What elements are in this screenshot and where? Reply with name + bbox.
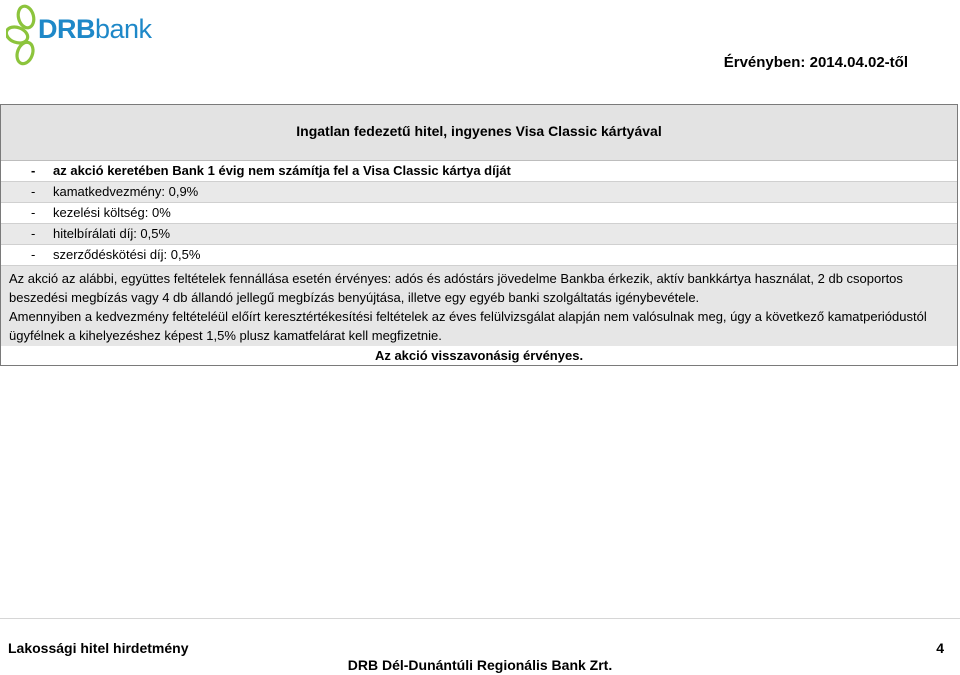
offer-bullet: [1, 161, 957, 182]
offer-conditions: [1, 266, 957, 346]
bullet-text: kamatkedvezmény: 0,9%: [53, 184, 199, 199]
effective-date: Érvényben: 2014.04.02-től: [723, 54, 908, 71]
bullet-dash: -: [31, 226, 36, 241]
footer-page-number: 4: [936, 640, 944, 656]
offer-title: Ingatlan fedezetű hitel, ingyenes Visa Classic kártyával: [296, 123, 662, 139]
offer-panel: [0, 104, 958, 366]
forfeit-text: Amennyiben a kedvezmény feltételéül előírt keresztértékesítési feltételek az éves felülvizsgálat alapján nem valósulnak meg, úgy a következő kamatperiódustól ügyfélnek a kihelyezéshez képest 1,5% plusz kamatfelárat kell megfizetnie.: [9, 309, 927, 343]
offer-bullet: [1, 182, 957, 203]
bullet-dash: -: [31, 163, 36, 178]
logo-drb-text: DRB: [38, 14, 95, 44]
footer-company: DRB Dél-Dunántúli Regionális Bank Zrt.: [347, 657, 613, 673]
bullet-text: az akció keretében Bank 1 évig nem számítja fel a Visa Classic kártya díját: [53, 163, 511, 178]
bullet-dash: -: [31, 247, 36, 262]
logo-bank-text: bank: [95, 14, 152, 44]
offer-bullet: [1, 245, 957, 266]
offer-header: [1, 105, 957, 161]
logo-wordmark: [38, 14, 152, 44]
offer-bullet: [1, 203, 957, 224]
conditions-body: adós és adóstárs jövedelme Bankba érkezik, aktív bankkártya használat, 2 db csoportos beszedési megbízás vagy 4 db állandó jellegű megbízás benyújtása, illetve egy egyéb banki szolgáltatás igénybevétele.: [9, 271, 903, 305]
offer-bullet: [1, 224, 957, 245]
bullet-text: hitelbírálati díj: 0,5%: [53, 226, 171, 241]
conditions-lead: Az akció az alábbi, együttes feltételek fennállása esetén érvényes:: [9, 271, 392, 286]
bullet-text: szerződéskötési díj: 0,5%: [53, 247, 201, 262]
footer-document-name: Lakossági hitel hirdetmény: [8, 640, 189, 656]
footer-divider: [0, 618, 960, 619]
drb-bank-logo: [6, 2, 152, 68]
bullet-dash: -: [31, 184, 36, 199]
bullet-dash: -: [31, 205, 36, 220]
offer-validity: Az akció visszavonásig érvényes.: [374, 348, 584, 363]
bullet-text: kezelési költség: 0%: [53, 205, 171, 220]
